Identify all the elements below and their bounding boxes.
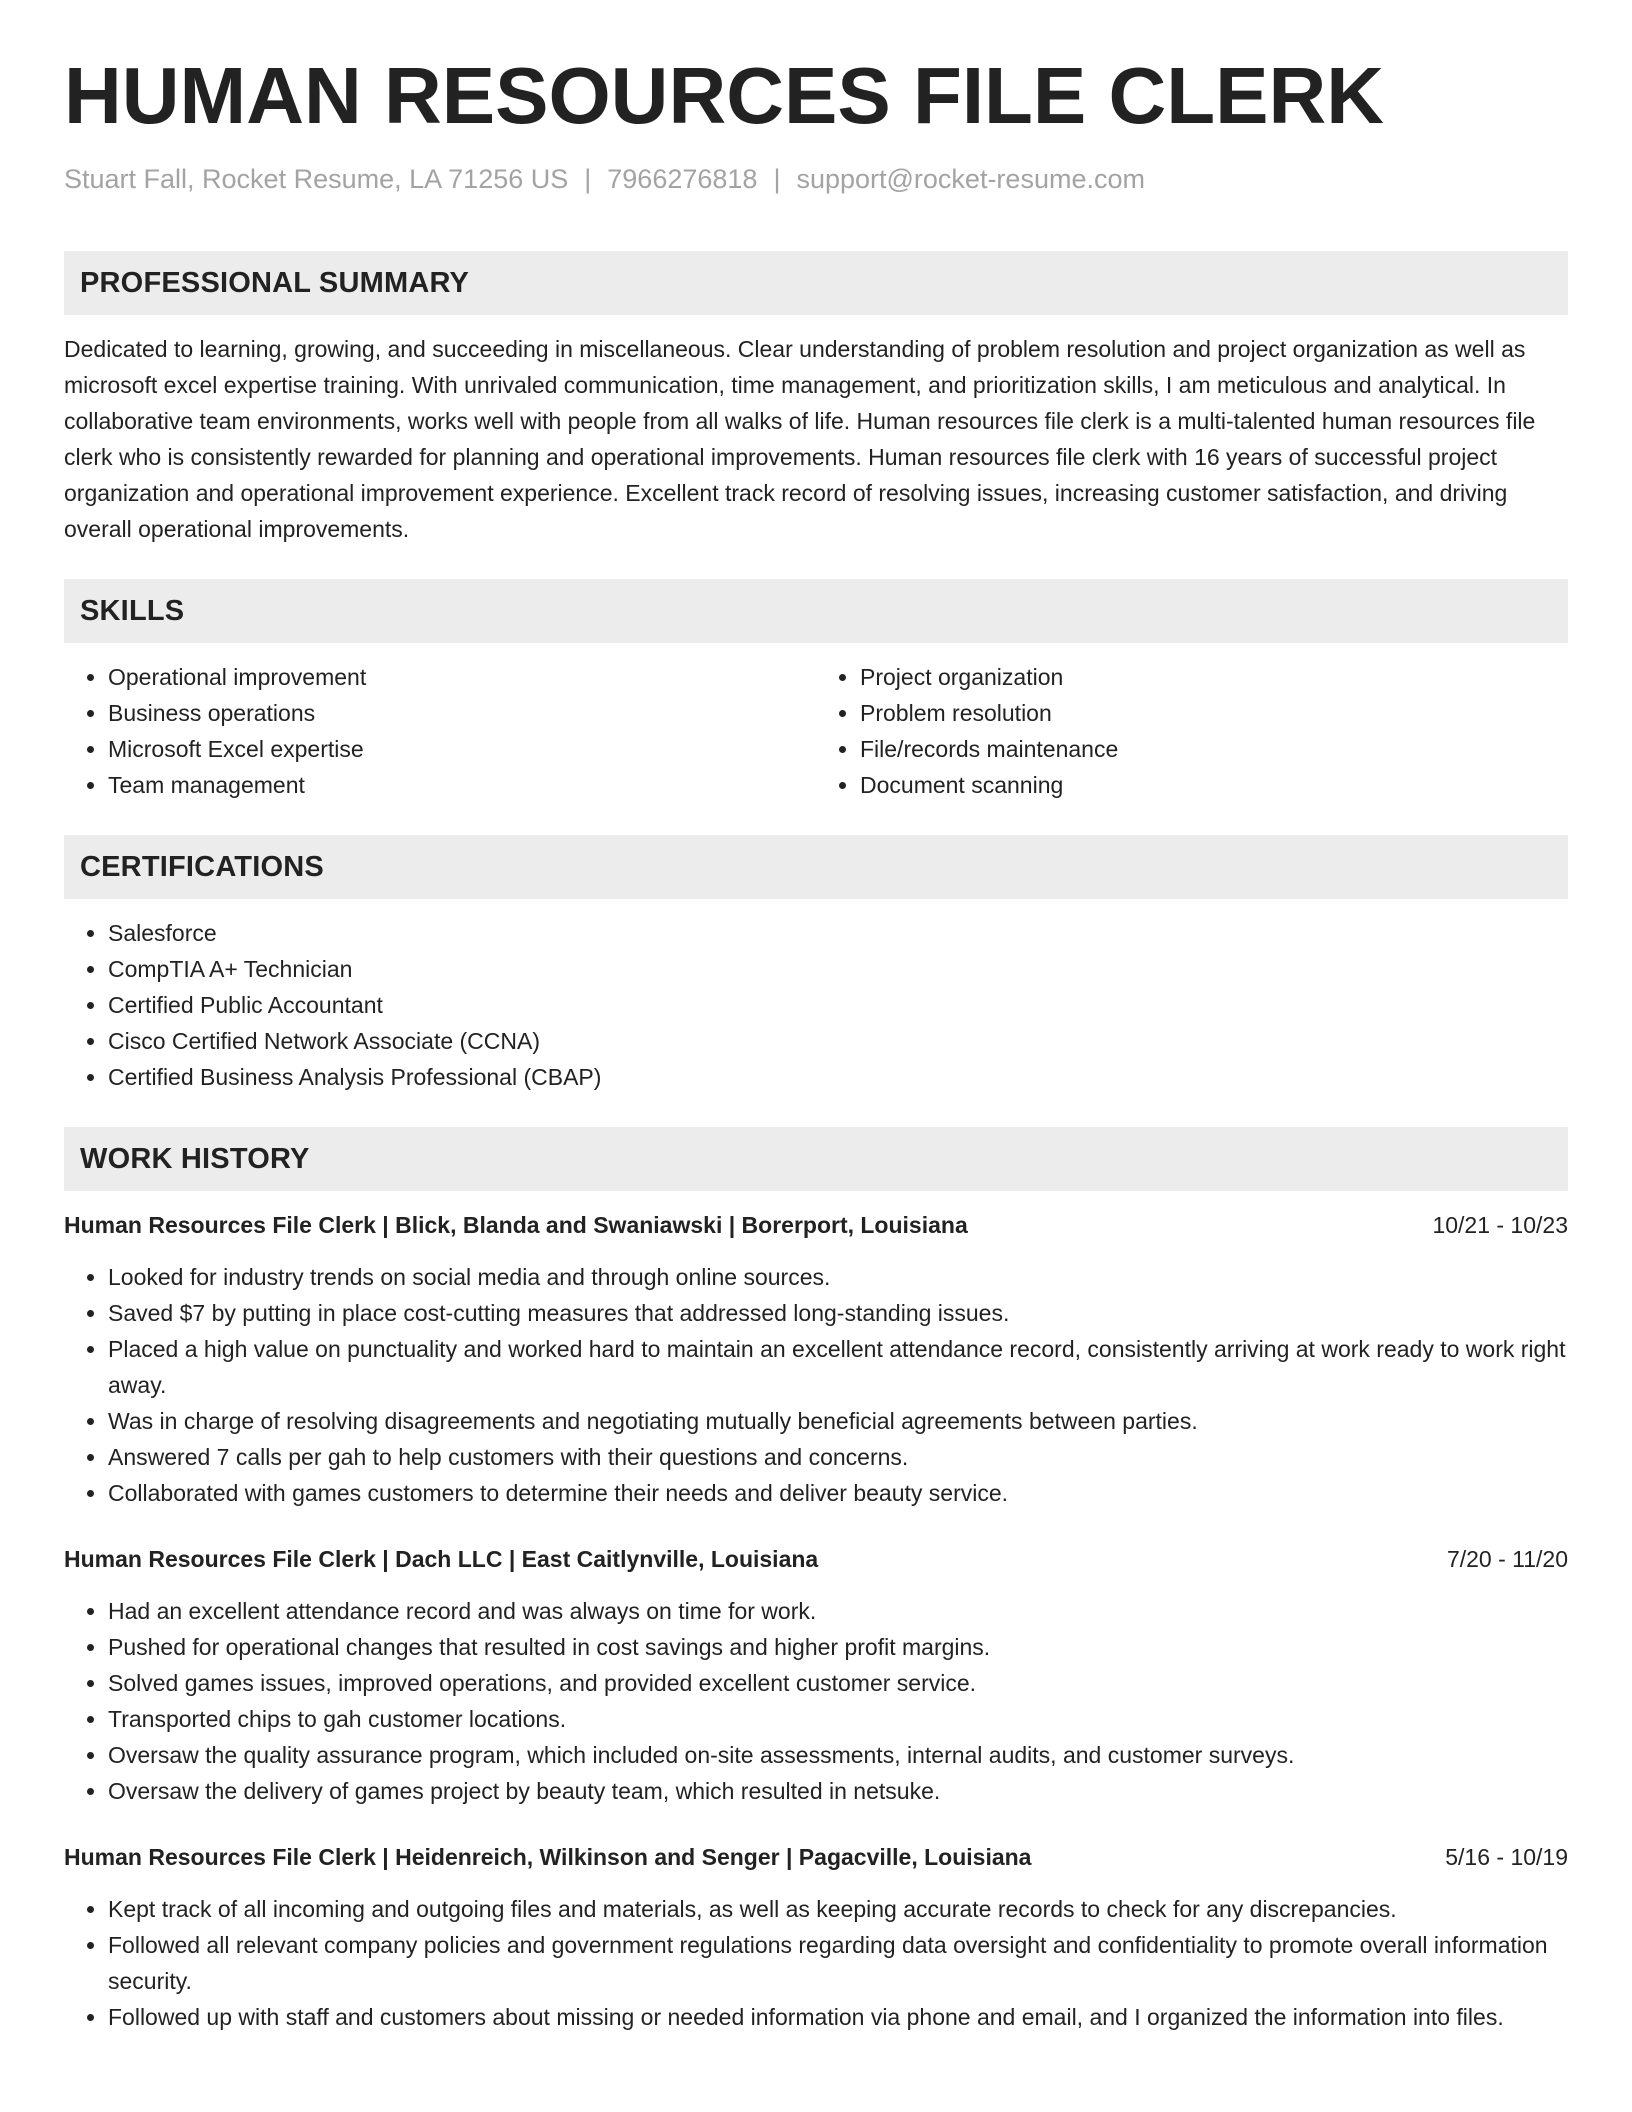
skill-item: • Business operations <box>108 695 816 731</box>
job-bullet: • Looked for industry trends on social media and through online sources. <box>108 1259 1568 1295</box>
job-bullet: • Had an excellent attendance record and was always on time for work. <box>108 1593 1568 1629</box>
skills-list <box>64 659 1568 803</box>
job-bullets <box>64 1259 1568 1511</box>
job-bullets <box>64 1593 1568 1809</box>
skill-item: • Document scanning <box>860 767 1568 803</box>
contact-phone: 7966276818 <box>607 164 758 194</box>
section-heading: PROFESSIONAL SUMMARY <box>80 266 470 299</box>
skill-item: • File/records maintenance <box>860 731 1568 767</box>
job-bullet: • Saved $7 by putting in place cost-cutting measures that addressed long-standing issues. <box>108 1295 1568 1331</box>
job-bullet: • Collaborated with games customers to determine their needs and deliver beauty service. <box>108 1475 1568 1511</box>
job-header <box>64 1207 1568 1243</box>
contact-address: Stuart Fall, Rocket Resume, LA 71256 US <box>64 164 569 194</box>
job-entry <box>64 1541 1568 1809</box>
job-header <box>64 1839 1568 1875</box>
job-title: Human Resources File Clerk | Dach LLC | East Caitlynville, Louisiana <box>64 1546 819 1572</box>
certifications-list <box>64 915 1568 1095</box>
job-bullet: • Answered 7 calls per gah to help customers with their questions and concerns. <box>108 1439 1568 1475</box>
job-title: Human Resources File Clerk | Blick, Blanda and Swaniawski | Borerport, Louisiana <box>64 1212 968 1238</box>
job-bullet: • Placed a high value on punctuality and worked hard to maintain an excellent attendance record, consistently arriving at work ready to work right away. <box>108 1331 1568 1403</box>
certification-item: • Salesforce <box>108 915 1568 951</box>
job-bullet: • Oversaw the quality assurance program, which included on-site assessments, internal audits, and customer surveys. <box>108 1737 1568 1773</box>
skill-item: • Microsoft Excel expertise <box>108 731 816 767</box>
job-bullet: • Transported chips to gah customer locations. <box>108 1701 1568 1737</box>
job-entry <box>64 1207 1568 1511</box>
job-bullet: • Followed all relevant company policies and government regulations regarding data oversight and confidentiality to promote overall information security. <box>108 1927 1568 1999</box>
skills-column-right <box>816 659 1568 803</box>
section-heading: SKILLS <box>80 594 185 627</box>
job-dates: 10/21 - 10/23 <box>1432 1212 1568 1238</box>
contact-line <box>64 164 1568 195</box>
job-bullet: • Followed up with staff and customers about missing or needed information via phone and email, and I organized the information into files. <box>108 1999 1568 2035</box>
certification-item: • Certified Public Accountant <box>108 987 1568 1023</box>
contact-email: support@rocket-resume.com <box>796 164 1145 194</box>
job-bullet: • Solved games issues, improved operations, and provided excellent customer service. <box>108 1665 1568 1701</box>
section-header-work-history <box>64 1127 1568 1191</box>
job-bullet: • Oversaw the delivery of games project by beauty team, which resulted in netsuke. <box>108 1773 1568 1809</box>
job-header <box>64 1541 1568 1577</box>
certification-item: • Cisco Certified Network Associate (CCNA) <box>108 1023 1568 1059</box>
section-heading: CERTIFICATIONS <box>80 850 324 883</box>
summary-text: Dedicated to learning, growing, and succeeding in miscellaneous. Clear understanding of problem resolution and project organization as well as microsoft excel expertise training. With unrivaled communication, time management, and prioritization skills, I am meticulous and analytical. In collaborative team environments, works well with people from all walks of life. Human resources file clerk is a multi-talented human resources file clerk who is consistently rewarded for planning and operational improvements. Human resources file clerk with 16 years of successful project organization and operational improvement experience. Excellent track record of resolving issues, increasing customer satisfaction, and driving overall operational improvements. <box>64 336 1536 542</box>
job-dates: 5/16 - 10/19 <box>1445 1844 1568 1870</box>
job-title: Human Resources File Clerk | Heidenreich, Wilkinson and Senger | Pagacville, Louisiana <box>64 1844 1032 1870</box>
job-bullet: • Kept track of all incoming and outgoing files and materials, as well as keeping accurate records to check for any discrepancies. <box>108 1891 1568 1927</box>
job-bullets <box>64 1891 1568 2035</box>
job-entry <box>64 1839 1568 2035</box>
job-bullet: • Pushed for operational changes that resulted in cost savings and higher profit margins. <box>108 1629 1568 1665</box>
section-heading: WORK HISTORY <box>80 1142 310 1175</box>
skill-item: • Project organization <box>860 659 1568 695</box>
contact-separator: | <box>773 164 781 194</box>
contact-separator: | <box>584 164 592 194</box>
job-bullet: • Was in charge of resolving disagreements and negotiating mutually beneficial agreements between parties. <box>108 1403 1568 1439</box>
certification-item: • Certified Business Analysis Professional (CBAP) <box>108 1059 1568 1095</box>
section-header-certifications <box>64 835 1568 899</box>
section-header-summary <box>64 251 1568 315</box>
skills-column-left <box>64 659 816 803</box>
section-header-skills <box>64 579 1568 643</box>
certification-item: • CompTIA A+ Technician <box>108 951 1568 987</box>
job-dates: 7/20 - 11/20 <box>1446 1546 1568 1572</box>
skill-item: • Team management <box>108 767 816 803</box>
resume-title: HUMAN RESOURCES FILE CLERK <box>64 51 1385 140</box>
skill-item: • Operational improvement <box>108 659 816 695</box>
skill-item: • Problem resolution <box>860 695 1568 731</box>
